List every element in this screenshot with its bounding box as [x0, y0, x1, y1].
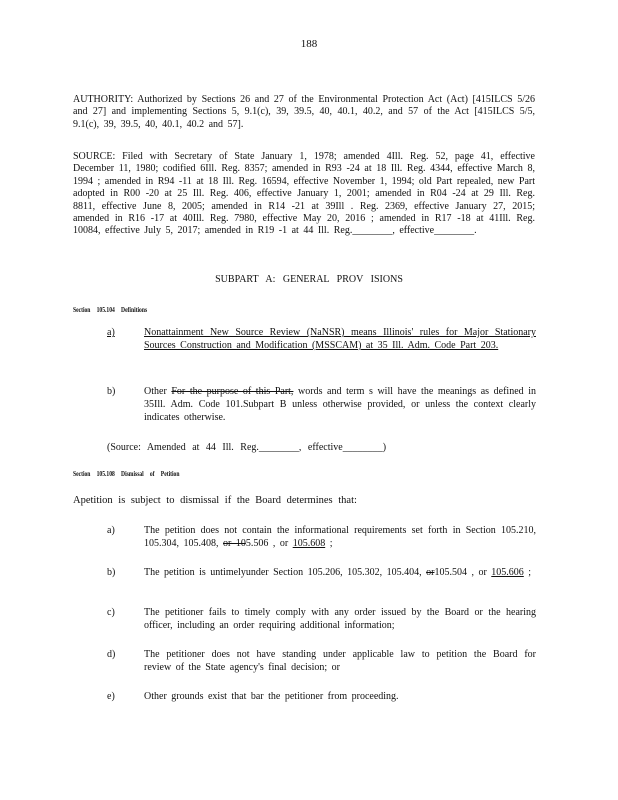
inserted-text: 105.608 [292, 538, 326, 549]
struck-text: or 10 [223, 538, 246, 549]
page-number: 188 [300, 38, 318, 50]
authority-paragraph: AUTHORITY: Authorized by Sections 26 and 27 of the Environmental Protection Act (Act) [415ILCS 5/26 and 27] and implementing Sections 5, 9.1(c), 39, 39.5, 40, 40.1, 40.2, and 57 of the Act [415ILCS 5/5, 9.1(c), 39, 39.5, 40, 40.1, 40.2 and 57]. [73, 94, 535, 130]
item-label: b) [107, 386, 116, 397]
struck-text: For the purpose of this Part, [171, 386, 294, 397]
item-text: Nonattainment New Source Review (NaNSR) means Illinois' rules for Major Stationary Sources Construction and Modification (MSSCAM) at 35 Ill. Adm. Code Part 203. [144, 327, 536, 351]
section-104-heading: Section 105.104 Definitions [73, 306, 148, 314]
inserted-text: 105.606 [491, 567, 524, 578]
section-108-intro: Apetition is subject to dismissal if the Board determines that: [73, 495, 357, 506]
section-108-heading: Section 105.108 Dismissal of Petition [73, 470, 180, 478]
document-page: 188 AUTHORITY: Authorized by Sections 26 and 27 of the Environmental Protection Act (Act) [415ILCS 5/26 and 27] and implementing Sections 5, 9.1(c), 39, 39.5, 40, 40.1, 40.2, and 57 of the Act [415ILCS 5/5, 9.1(c), 39, 39.5, 40, 40.1, 40.2 and 57]. SOURCE: Filed with Secretary of State January 1, 1978; amended 4Ill. Reg. 52, page 41, effective December 11, 1980; codified 6Ill. Reg. 8357; amended in R93 -24 at 18 Ill. Reg. 4344, effective March 8, 1994 ; amended in R94 -11 at 18 Ill. Reg. 16594, effective November 1, 1994; old Part repealed, new Part adopted in R00 -20 at 25 Ill. Reg. 406, effective January 1, 2001; amended in R04 -24 at 29 Ill. Reg. 8811, effective June 8, 2005; amended in R14 -21 at 39Ill . Reg. 2369, effective January 27, 2015; amended in R16 -17 at 40Ill. Reg. 7980, effective May 20, 2016 ; amended in R17 -18 at 41Ill. Reg. 10084, effective July 5, 2017; amended in R19 -1 at 44 Ill. Reg.________, effective________. SUBPART A: GENERAL PROV ISIONS Section 105.104 Definitions a) Nonattainment New Source Review (NaNSR) means Illinois' rules for Major Stationary Sources Construction and Modification (MSSCAM) at 35 Ill. Adm. Code Part 203. b) Other For the purpose of this Part, words and term s will have the meanings as defined in 35Ill. Adm. Code 101.Subpart B unless otherwise provided, or unless the context clearly indicates otherwise. (Source: Amended at 44 Ill. Reg.________, effective________) Section 105.108 Dismissal of Petition Apetition is subject to dismissal if the Board determines that: a) The petition does not contain the informational requirements set forth in Section 105.210, 105.304, 105.408, or 105.506 , or 105.608 ; b) The petition is untimelyunder Section 105.206, 105.302, 105.404, or105.504 , or 105.606 ; c) The petitioner fails to timely comply with any order issued by the Board or the hearing officer, including an order requiring additional information; d) The petitioner does not have standing under applicable law to petition the Board for review of the State agency's final decision; or e) Other grounds exist that bar the petitioner from proceeding. [0, 0, 618, 800]
item-label: a) [107, 327, 115, 338]
subpart-title: SUBPART A: GENERAL PROV ISIONS [215, 274, 403, 285]
item-text: Other For the purpose of this Part, words and term s will have the meanings as defined in 35Ill. Adm. Code 101.Subpart B unless otherwise provided, or unless the context clearly indicates otherwise. [144, 386, 537, 423]
struck-text: or [426, 567, 435, 578]
source-note: (Source: Amended at 44 Ill. Reg.________, effective________) [107, 442, 387, 453]
source-paragraph: SOURCE: Filed with Secretary of State January 1, 1978; amended 4Ill. Reg. 52, page 41, effective December 11, 1980; codified 6Ill. Reg. 8357; amended in R93 -24 at 18 Ill. Reg. 4344, effective March 8, 1994 ; amended in R94 -11 at 18 Ill. Reg. 16594, effective November 1, 1994; old Part repealed, new Part adopted in R00 -20 at 25 Ill. Reg. 406, effective January 1, 2001; amended in R04 -24 at 29 Ill. Reg. 8811, effective June 8, 2005; amended in R14 -21 at 39Ill . Reg. 2369, effective January 27, 2015; amended in R16 -17 at 40Ill. Reg. 7980, effective May 20, 2016 ; amended in R17 -18 at 41Ill. Reg. 10084, effective July 5, 2017; amended in R19 -1 at 44 Ill. Reg.________, effective________. [73, 151, 535, 237]
